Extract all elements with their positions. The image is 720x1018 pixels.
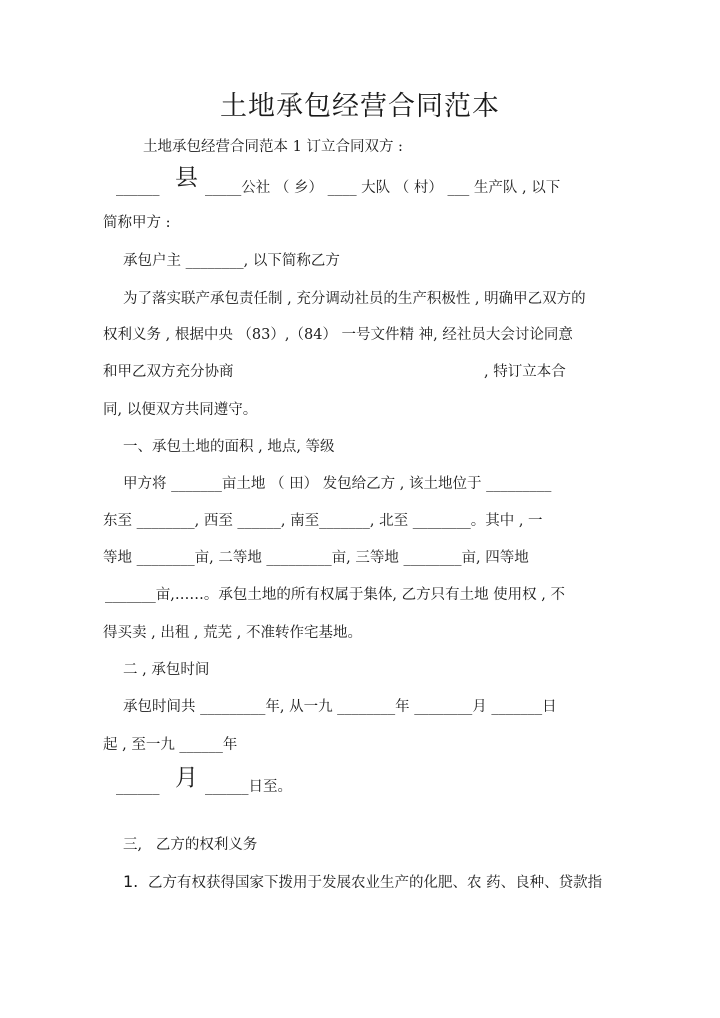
paragraph-line: 为了落实联产承包责任制 , 充分调动社员的生产积极性 , 明确甲乙双方的 — [123, 291, 586, 307]
paragraph-line: 得买卖 , 出租 , 荒芜 , 不准转作宅基地。 — [103, 625, 362, 641]
list-number: 1. — [123, 872, 139, 891]
party-a-abbrev: 简称甲方 : — [103, 215, 171, 231]
document-title: 土地承包经营合同范本 — [220, 91, 500, 122]
month-label: 月 — [175, 765, 198, 791]
party-b-line: 承包户主 ________, 以下简称乙方 — [123, 253, 340, 269]
paragraph-line: 甲方将 _______亩土地 （ 田） 发包给乙方 , 该土地位于 _________ — [123, 476, 552, 492]
paragraph-line: 起 , 至一九 ______年 — [103, 737, 238, 753]
paragraph-line: 同, 以便双方共同遵守。 — [103, 402, 258, 418]
paragraph-line: _______亩,……。承包土地的所有权属于集体, 乙方只有土地 使用权 , 不 — [105, 587, 566, 603]
county-label: 县 — [175, 165, 198, 191]
paragraph-line: , 特订立本合 — [484, 364, 566, 380]
intro-line: 土地承包经营合同范本 1 订立合同双方 : — [143, 139, 403, 155]
month-blank: ______ — [116, 779, 160, 795]
day-blank: ______日至。 — [205, 779, 292, 795]
paragraph-line: 和甲乙双方充分协商 — [103, 364, 234, 380]
paragraph-line: 等地 ________亩, 二等地 _________亩, 三等地 ________亩, 四等地 — [103, 550, 529, 566]
paragraph-line: 东至 ________, 西至 ______, 南至_______, 北至 ________。其中 , 一 — [103, 513, 543, 529]
section-heading: 一、承包土地的面积 , 地点, 等级 — [123, 439, 335, 455]
section-heading: 二 , 承包时间 — [123, 662, 210, 678]
paragraph-line: 乙方有权获得国家下拨用于发展农业生产的化肥、农 药、良种、贷款指 — [148, 875, 603, 891]
county-blank: ______ — [116, 180, 160, 196]
paragraph-line: 权利义务 , 根据中央 （83）,（84） 一号文件精 神, 经社员大会讨论同意 — [103, 327, 573, 343]
paragraph-line: 承包时间共 _________年, 从一九 ________年 ________月 _______日 — [123, 699, 557, 715]
party-a-line: _____公社 （ 乡） ____ 大队 （ 村） ___ 生产队 , 以下 — [205, 180, 561, 196]
section-heading: 三, 乙方的权利义务 — [123, 837, 258, 853]
